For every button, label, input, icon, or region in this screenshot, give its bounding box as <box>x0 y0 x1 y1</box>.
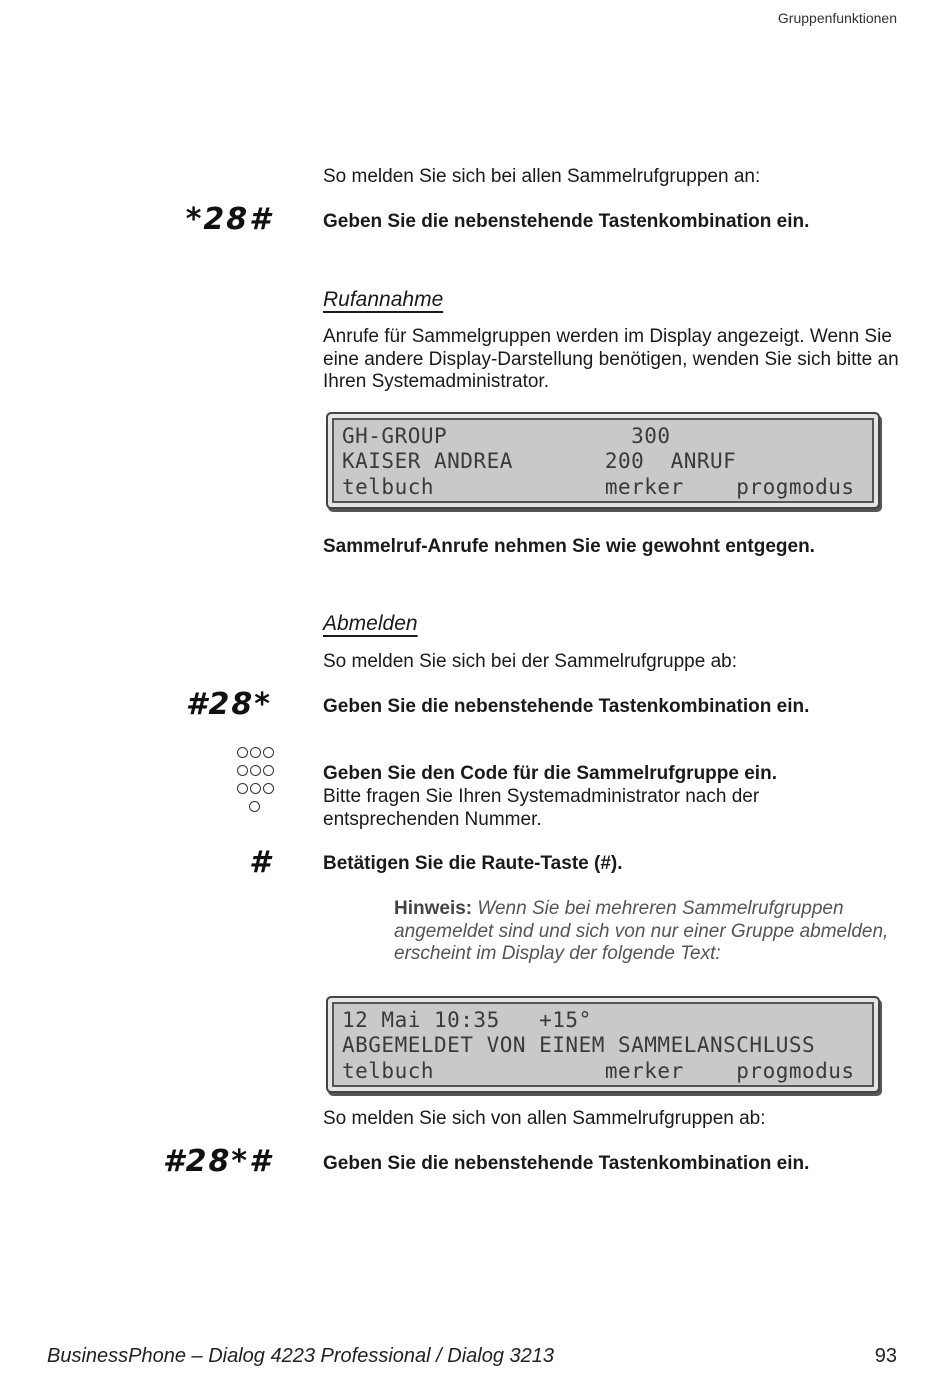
logout-all-intro: So melden Sie sich von allen Sammelrufgruppen ab: <box>323 1108 766 1129</box>
rufannahme-instruction: Sammelruf-Anrufe nehmen Sie wie gewohnt entgegen. <box>323 536 815 557</box>
phone-display-call <box>326 412 880 509</box>
display-line-1: 12 Mai 10:35 +15° <box>342 1008 592 1032</box>
abmelden-keys: #28* <box>185 687 272 722</box>
rufannahme-text: Anrufe für Sammelgruppen werden im Display angezeigt. Wenn Sie eine andere Display-Darstellung benötigen, wenden Sie sich bitte an Ihren Systemadministrator. <box>323 326 899 392</box>
code-text: Bitte fragen Sie Ihren Systemadministrator nach der entsprechenden Nummer. <box>323 786 760 830</box>
logout-all-keys: #28*# <box>162 1144 272 1179</box>
display-line-2: ABGEMELDET VON EINEM SAMMELANSCHLUSS <box>342 1033 816 1057</box>
code-instruction: Geben Sie den Code für die Sammelrufgruppe ein. <box>323 763 777 784</box>
hash-key: # <box>249 845 272 880</box>
page-number: 93 <box>874 1345 897 1367</box>
phone-display-logout <box>326 996 880 1093</box>
running-header: Gruppenfunktionen <box>777 10 897 26</box>
display-line-3: telbuch merker progmodus <box>342 475 855 499</box>
display-line-2: KAISER ANDREA 200 ANRUF <box>342 449 737 473</box>
logout-all-instruction: Geben Sie die nebenstehende Tastenkombination ein. <box>323 1153 810 1174</box>
footer-title: BusinessPhone – Dialog 4223 Professional / Dialog 3213 <box>47 1345 555 1367</box>
abmelden-intro: So melden Sie sich bei der Sammelrufgruppe ab: <box>323 651 738 672</box>
login-all-keys: *28# <box>185 202 272 237</box>
abmelden-instruction: Geben Sie die nebenstehende Tastenkombination ein. <box>323 696 810 717</box>
abmelden-heading: Abmelden <box>323 612 418 635</box>
note-text: Wenn Sie bei mehreren Sammelrufgruppen angemeldet sind und sich von nur einer Gruppe abmelden, erscheint im Display der folgende Text: <box>394 898 889 964</box>
login-all-intro: So melden Sie sich bei allen Sammelrufgruppen an: <box>323 166 761 187</box>
login-all-instruction: Geben Sie die nebenstehende Tastenkombination ein. <box>323 211 810 232</box>
display-line-3: telbuch merker progmodus <box>342 1059 855 1083</box>
note-label: Hinweis: <box>394 898 473 919</box>
rufannahme-heading: Rufannahme <box>323 288 444 311</box>
keypad-icon <box>236 746 276 818</box>
note <box>394 898 904 966</box>
hash-instruction: Betätigen Sie die Raute-Taste (#). <box>323 853 623 874</box>
display-line-1: GH-GROUP 300 <box>342 424 671 448</box>
